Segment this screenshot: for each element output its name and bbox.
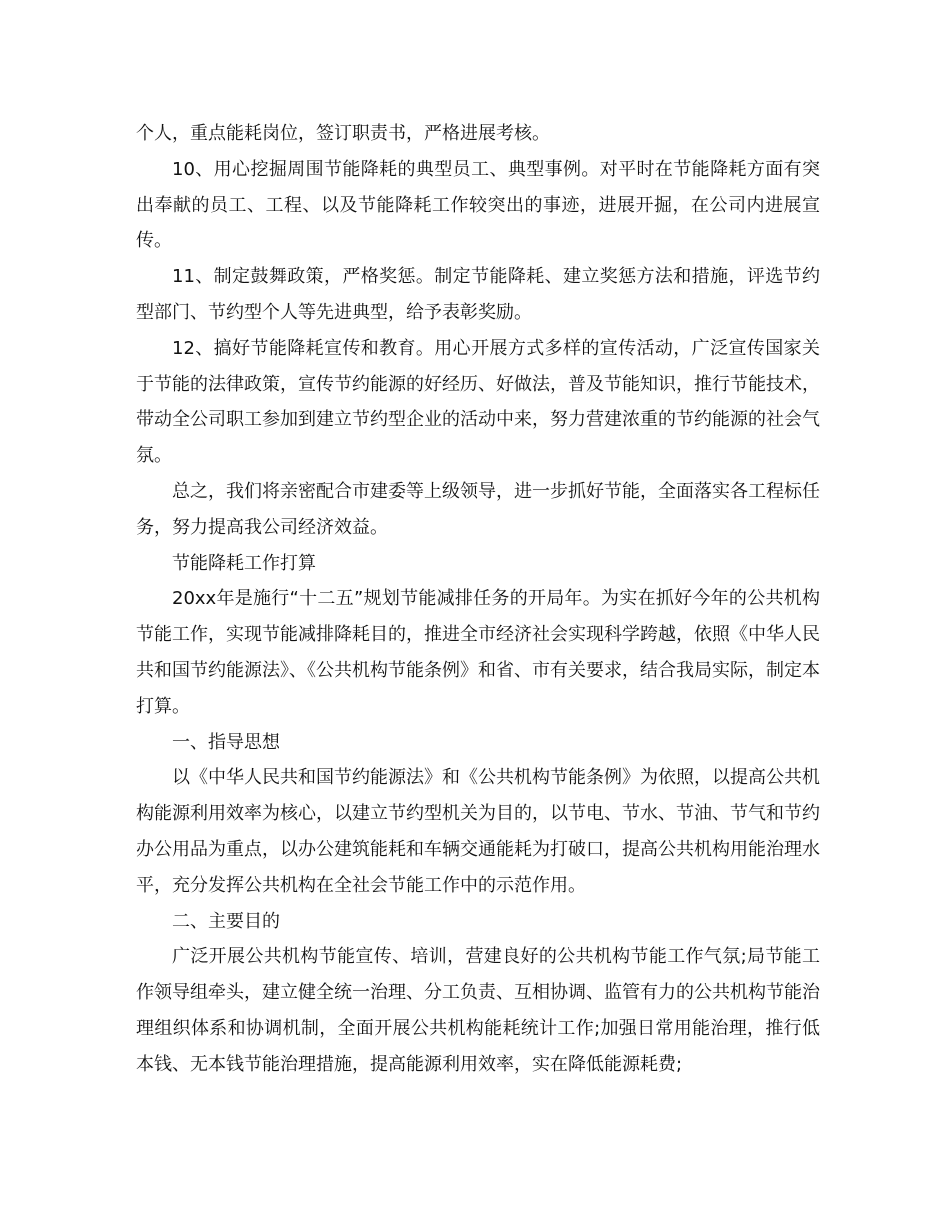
section-heading: 节能降耗工作打算	[172, 552, 316, 574]
document-body	[136, 116, 820, 1083]
paragraph: 12、搞好节能降耗宣传和教育。用心开展方式多样的宣传活动，广泛宣传国家关于节能的法律政策，宣传节约能源的好经历、好做法，普及节能知识，推行节能技术，带动全公司职工参加到建立节约型企业的活动中来，努力营建浓重的节约能源的社会气氛。	[136, 337, 820, 467]
paragraph: 总之，我们将亲密配合市建委等上级领导，进一步抓好节能，全面落实各工程标任务，努力提高我公司经济效益。	[136, 480, 820, 538]
paragraph: 11、制定鼓舞政策，严格奖惩。制定节能降耗、建立奖惩方法和措施，评选节约型部门、节约型个人等先进典型，给予表彰奖励。	[136, 266, 820, 323]
paragraph: 广泛开展公共机构节能宣传、培训，营建良好的公共机构节能工作气氛;局节能工作领导组牵头，建立健全统一治理、分工负责、互相协调、监管有力的公共机构节能治理组织体系和协调机制，全面开展公共机构能耗统计工作;加强日常用能治理，推行低本钱、无本钱节能治理措施，提高能源利用效率，实在降低能源耗费;	[136, 946, 820, 1075]
section-heading: 一、指导思想	[172, 731, 280, 753]
paragraph: 10、用心挖掘周围节能降耗的典型员工、典型事例。对平时在节能降耗方面有突出奉献的员工、工程、以及节能降耗工作较突出的事迹，进展开掘，在公司内进展宣传。	[136, 158, 820, 252]
section-heading: 二、主要目的	[172, 910, 280, 932]
paragraph: 20xx年是施行“十二五”规划节能减排任务的开局年。为实在抓好今年的公共机构节能工作，实现节能减排降耗目的，推进全市经济社会实现科学跨越，依照《中华人民共和国节约能源法》、《公共机构节能条例》和省、市有关要求，结合我局实际，制定本打算。	[136, 588, 820, 717]
paragraph: 个人，重点能耗岗位，签订职责书，严格进展考核。	[136, 123, 550, 144]
paragraph: 以《中华人民共和国节约能源法》和《公共机构节能条例》为依照，以提高公共机构能源利用效率为核心，以建立节约型机关为目的，以节电、节水、节油、节气和节约办公用品为重点，以办公建筑能耗和车辆交通能耗为打破口，提高公共机构用能治理水平，充分发挥公共机构在全社会节能工作中的示范作用。	[136, 767, 820, 896]
